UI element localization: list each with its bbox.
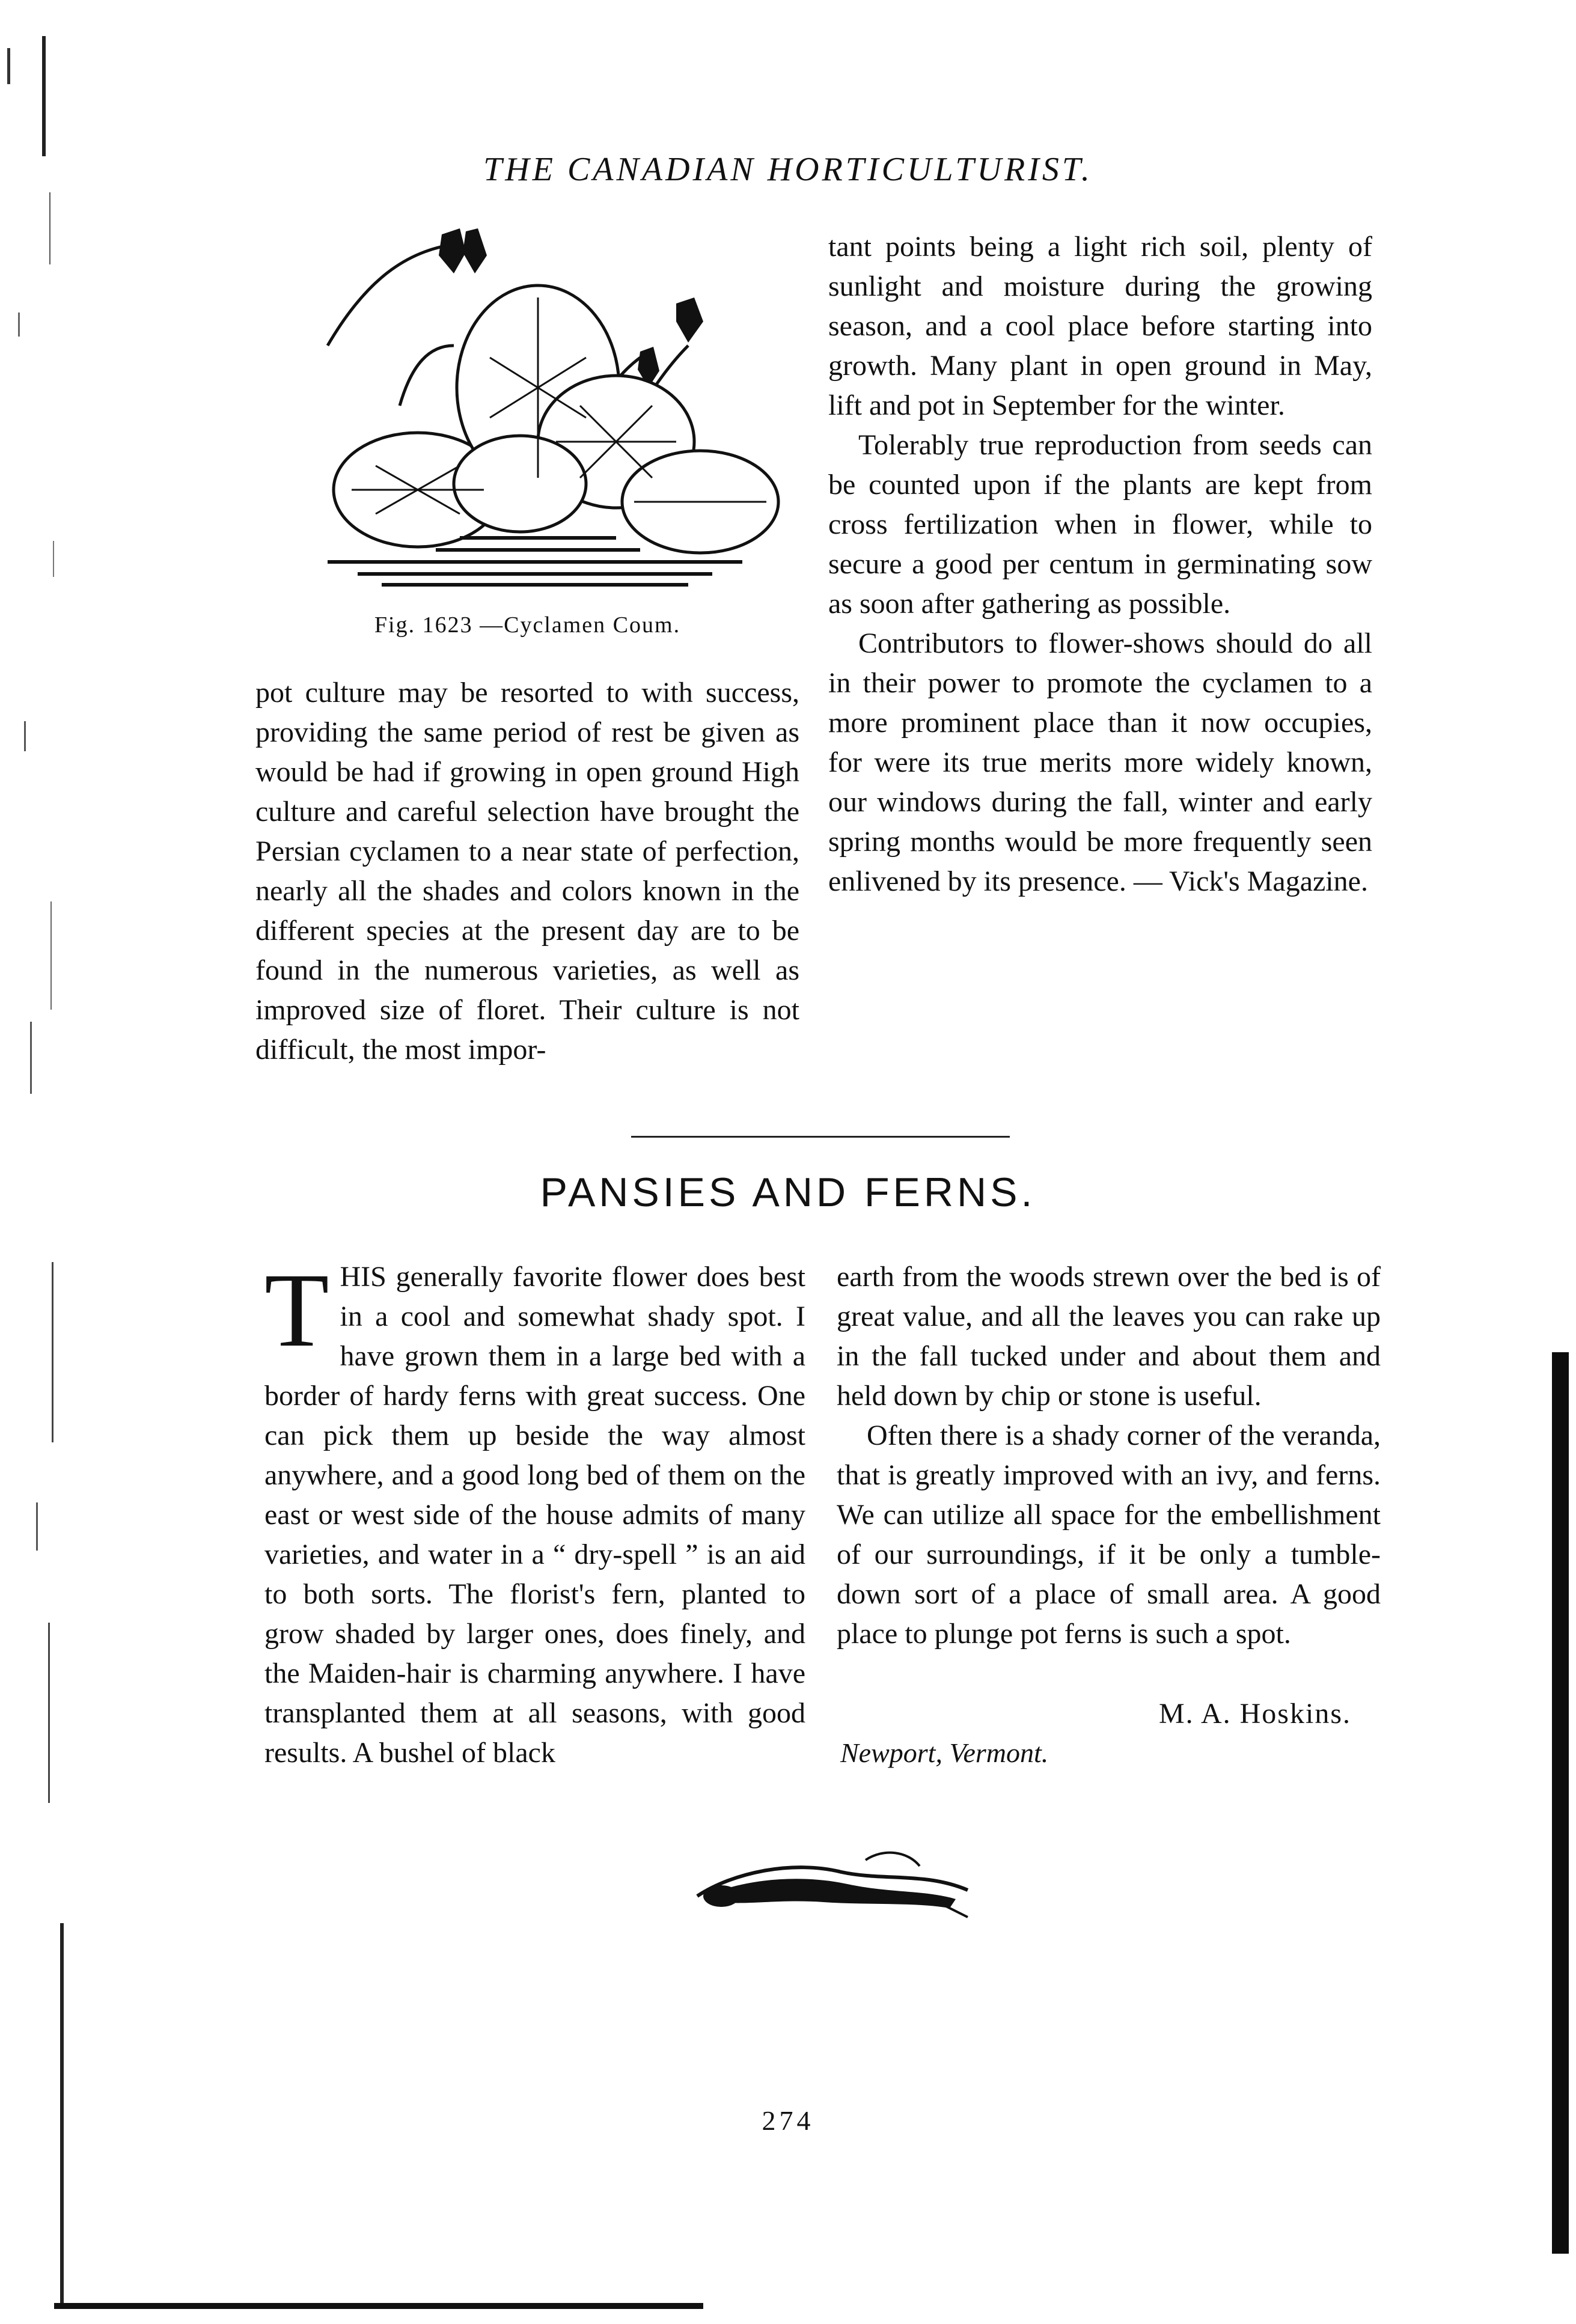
paragraph (264, 1252, 805, 1773)
top-right-column (828, 227, 1372, 901)
scan-edge-left (0, 0, 66, 2324)
drop-cap: T (264, 1252, 329, 1369)
paragraph: Contributors to flower-shows should do all in their power to promote the cyclamen to a more prominent place than it now occupies, for were its true merits more widely known, our windows during the fall, winter and early spring months would be more frequently seen enlivened by its presence. — Vick's Magazine. (828, 627, 1372, 897)
scan-edge-bottom (54, 2303, 703, 2309)
paragraph: tant points being a light rich soil, plenty of sunlight and moisture during the growing season, and a cool place before starting into growth. Many plant in open ground in May, lift and pot in September for the winter. (828, 231, 1372, 421)
paragraph: earth from the woods strewn over the bed is of great value, and all the leaves you can rake up in the fall tucked under and about them and held down by chip or stone is useful. (837, 1261, 1381, 1412)
section-divider (631, 1136, 1010, 1138)
figure-caption: Fig. 1623 —Cyclamen Coum. (374, 612, 681, 638)
running-header: THE CANADIAN HORTICULTURIST. (483, 151, 1093, 188)
author-location: Newport, Vermont. (840, 1737, 1049, 1768)
top-left-column (255, 673, 799, 1070)
paragraph: Tolerably true reproduction from seeds can be counted upon if the plants are kept from cross fertilization when in flower, while to secure a good per centum in germinating sow as soon after gathering as possible. (828, 429, 1372, 620)
cyclamen-plant-engraving-icon (279, 225, 790, 595)
bottom-right-column (837, 1257, 1381, 1654)
paragraph-text: HIS generally favorite flower does best in a cool and somewhat shady spot. I have grown them in a large bed with a border of hardy ferns with great success. One can pick them up beside the way almost anywhere, and a good long bed of them on the east or west side of the house admits of many varieties, and water in a “ dry-spell ” is an aid to both sorts. The florist's fern, planted to grow shaded by larger ones, does finely, and the Maiden-hair is charming anywhere. I have transplanted them at all seasons, with good results. A bushel of black (264, 1261, 805, 1769)
bottom-left-column (264, 1252, 805, 1773)
paragraph: pot culture may be resorted to with success, providing the same period of rest be given as would be had if growing in open ground High culture and careful selection have brought the Persian cyclamen to a near state of perfection, nearly all the shades and colors known in the different species at the present day are to be found in the numerous varieties, as well as improved size of floret. Their culture is not difficult, the most impor- (255, 677, 799, 1066)
floral-vignette-ornament-icon (685, 1848, 986, 1920)
page-number: 274 (762, 2105, 814, 2136)
section-title: PANSIES AND FERNS. (540, 1170, 1036, 1215)
paragraph: Often there is a shady corner of the veranda, that is greatly improved with an ivy, and ferns. We can utilize all space for the embellishment of our surroundings, if it be only a tumble-down sort of a place of small area. A good place to plunge pot ferns is such a spot. (837, 1420, 1381, 1650)
author-signature: M. A. Hoskins. (1158, 1698, 1351, 1730)
